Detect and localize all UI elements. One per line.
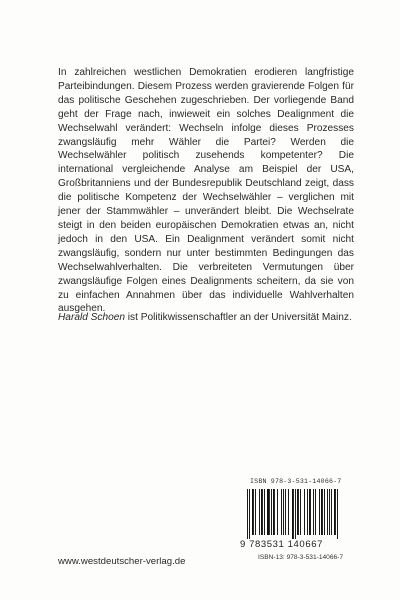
barcode-bar	[281, 489, 282, 535]
barcode-bar	[277, 489, 278, 535]
barcode-bar	[288, 489, 289, 535]
barcode-bar	[264, 489, 265, 535]
barcode-bar	[304, 489, 305, 535]
barcode-bar	[259, 489, 260, 535]
barcode-bar	[267, 489, 270, 535]
isbn-barcode	[240, 478, 348, 566]
barcode-bar	[252, 489, 254, 535]
barcode-bar	[334, 489, 336, 535]
barcode-bars	[246, 489, 342, 539]
barcode-bar	[331, 489, 332, 535]
barcode-bar	[319, 489, 320, 535]
barcode-bar	[273, 489, 275, 535]
publisher-website: www.westdeutscher-verlag.de	[58, 556, 186, 567]
cover-blurb: In zahlreichen westlichen Demokratien erodieren langfristige Parteibindungen. Diesem Prozess werden gravierende Folgen für das politische Geschehen zugeschrieben. Der vorliegende Band geht der Frage nach, inwieweit ein solches Dealignment die Wechselwahl verändert: Wechseln infolge dieses Prozesses zwangsläufig mehr Wähler die Partei? Werden die Wechselwähler politisch zusehends kompetenter? Die international vergleichende Analyse am Beispiel der USA, Großbritanniens und der Bundesrepublik Deutschland zeigt, dass die politische Kompetenz der Wechselwähler – verglichen mit jener der Stammwähler – unverändert bleibt. Die Wechselrate steigt in den beiden europäischen Demokratien etwas an, nicht jedoch in den USA. Ein Dealignment verändert somit nicht zwangsläufig, sondern nur unter bestimmten Bedingungen das Wechselwahlverhalten. Die verbreiteten Vermutungen über zwangsläufige Folgen eines Dealignments scheitern, da sie von zu einfachen Annahmen über das individuelle Wahlverhalten ausgehen.	[58, 67, 354, 315]
barcode-bar	[285, 489, 286, 535]
barcode-bar	[297, 489, 299, 535]
barcode-bar	[261, 489, 263, 535]
barcode-bar	[295, 489, 296, 539]
barcode-bar	[337, 489, 338, 539]
barcode-bar	[307, 489, 308, 535]
barcode-bar	[327, 489, 328, 535]
author-name: Harald Schoen	[58, 312, 125, 323]
barcode-bar	[309, 489, 311, 535]
barcode-bar	[329, 489, 330, 535]
barcode-bar	[300, 489, 301, 535]
barcode-bar	[249, 489, 250, 539]
author-bio	[58, 311, 358, 325]
barcode-bar	[255, 489, 256, 535]
barcode-bar	[292, 489, 294, 539]
author-description: ist Politikwissenschaftler an der Universität Mainz.	[124, 312, 352, 323]
barcode-bar	[247, 489, 248, 539]
barcode-bar	[271, 489, 272, 535]
barcode-bar	[324, 489, 325, 535]
isbn-label-top: ISBN 978-3-531-14066-7	[250, 478, 342, 485]
barcode-bar	[315, 489, 316, 535]
barcode-bar	[321, 489, 323, 535]
barcode-bar	[283, 489, 284, 535]
ean-digits: 9 783531 140667	[240, 539, 323, 550]
barcode-bar	[313, 489, 314, 535]
isbn13-label: ISBN-13: 978-3-531-14066-7	[258, 554, 344, 561]
